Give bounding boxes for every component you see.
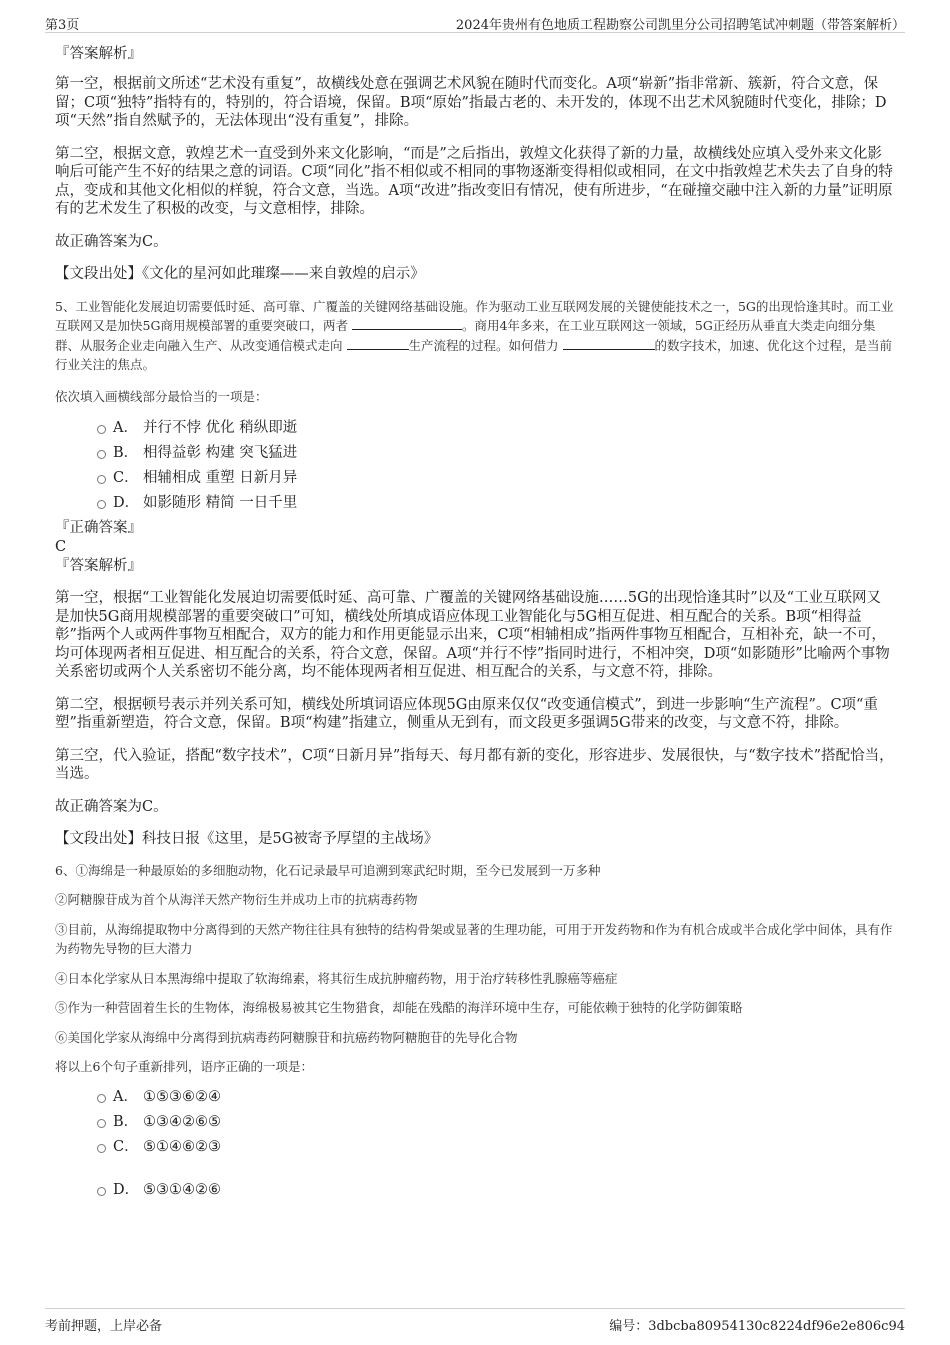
document-title: 2024年贵州有色地质工程勘察公司凯里分公司招聘笔试冲刺题（带答案解析） [455, 18, 905, 33]
option-list [55, 1085, 895, 1203]
option-c[interactable]: C． ⑤①④⑥②③ [55, 1135, 895, 1160]
page-footer [45, 1308, 905, 1334]
sentence-5: ⑤作为一种营固着生长的生物体，海绵极易被其它生物猎食，却能在残酷的海洋环境中生存，可能依赖于独特的化学防御策略 [55, 1000, 743, 1015]
analysis-paragraph: 第二空，根据文意，敦煌艺术一直受到外来文化影响，“而是”之后指出，敦煌文化获得了新的力量，故横线处应填入受外来文化影响后可能产生不好的结果之意的词语。C项“同化”指不相似或不相同的事物逐渐变得相似或相同，在文中指敦煌艺术失去了自身的特点，变成和其他文化相似的样貌，符合文意，当选。A项“改进”指改变旧有情况，使有所进步，“在碰撞交融中注入新的力量”证明原有的艺术发生了积极的改变，与文意相悖，排除。 [55, 145, 893, 217]
page-header [45, 12, 905, 33]
radio-icon[interactable] [97, 425, 106, 434]
radio-icon[interactable] [97, 450, 106, 459]
option-d[interactable]: D． 如影随形 精简 一日千里 [55, 491, 895, 516]
correct-answer: C [55, 539, 67, 555]
option-list [55, 416, 895, 516]
radio-icon[interactable] [97, 1094, 106, 1103]
blank-2 [347, 336, 409, 350]
conclusion: 故正确答案为C。 [55, 233, 168, 250]
option-b[interactable]: B． ①③④②⑥⑤ [55, 1110, 895, 1135]
sentence-2: ②阿糖腺苷成为首个从海洋天然产物衍生并成功上市的抗病毒药物 [55, 892, 418, 907]
analysis-paragraph: 第三空，代入验证，搭配“数字技术”，C项“日新月异”指每天、每月都有新的变化，形容进步、发展很快，与“数字技术”搭配恰当，当选。 [55, 747, 894, 782]
question-prompt: 依次填入画横线部分最恰当的一项是： [55, 388, 268, 404]
radio-icon[interactable] [97, 1187, 106, 1196]
analysis-paragraph: 第一空，根据前文所述“艺术没有重复”，故横线处意在强调艺术风貌在随时代而变化。A项“崭新”指非常新、簇新，符合文意，保留；C项“独特”指特有的，特别的，符合语境，保留。B项“原始”指最古老的、未开发的，体现不出艺术风貌随时代变化，排除；D项“天然”指自然赋予的，无法体现出“没有重复”，排除。 [55, 76, 887, 129]
question-6 [55, 861, 895, 1203]
radio-icon[interactable] [97, 475, 106, 484]
document-id: 编号：3dbcba80954130c8224df96e2e806c94 [609, 1319, 905, 1334]
correct-answer-label: 『正确答案』 [55, 520, 142, 536]
page-content [55, 40, 895, 1203]
radio-icon[interactable] [97, 1119, 106, 1128]
option-a[interactable]: A． ①⑤③⑥②④ [55, 1085, 895, 1110]
analysis-label: 『答案解析』 [55, 46, 142, 62]
analysis-paragraph: 第二空，根据顿号表示并列关系可知，横线处所填词语应体现5G由原来仅仅“改变通信模式”，到进一步影响“生产流程”。C项“重塑”指重新塑造，符合文意，保留。B项“构建”指建立，侧重从无到有，而文段更多强调5G带来的改变，与文意不符，排除。 [55, 696, 878, 731]
question-5 [55, 297, 895, 849]
option-d[interactable]: D． ⑤③①④②⑥ [55, 1178, 895, 1203]
prev-question-analysis [55, 45, 895, 284]
option-b[interactable]: B． 相得益彰 构建 突飞猛进 [55, 441, 895, 466]
sentence-3: ③目前，从海绵提取物中分离得到的天然产物往往具有独特的结构骨架或显著的生理功能，可用于开发药物和作为有机合成或半合成化学中间体，具有作为药物先导物的巨大潜力 [55, 921, 893, 956]
question-stem: 5、工业智能化发展迫切需要低时延、高可靠、广覆盖的关键网络基础设施。作为驱动工业互联网发展的关键使能技术之一，5G的出现恰逢其时。而工业互联网又是加快5G商用规模部署的重要突破口，两者 。商用4年多来，在工业互联网这一领域，5G正经历从垂直大类走向细分集群、从服务企业走向融入生产、从改变通信模式走向 生产流程的过程。如何借力 的数字技术，加速、优化这个过程，是当前行业关注的焦点。 [55, 298, 894, 372]
analysis-label: 『答案解析』 [55, 558, 142, 574]
blank-3 [563, 336, 655, 350]
source-note: 【文段出处】科技日报《这里，是5G被寄予厚望的主战场》 [55, 831, 439, 847]
page-number: 第3页 [45, 18, 80, 33]
question-prompt: 将以上6个句子重新排列，语序正确的一项是： [55, 1059, 313, 1074]
conclusion: 故正确答案为C。 [55, 798, 168, 815]
footer-slogan: 考前押题，上岸必备 [45, 1319, 163, 1334]
option-a[interactable]: A． 并行不悖 优化 稍纵即逝 [55, 416, 895, 441]
sentence-4: ④日本化学家从日本黑海绵中提取了软海绵素，将其衍生成抗肿瘤药物，用于治疗转移性乳腺癌等癌症 [55, 970, 618, 986]
blank-1 [352, 316, 462, 330]
radio-icon[interactable] [97, 500, 106, 509]
option-c[interactable]: C． 相辅相成 重塑 日新月异 [55, 466, 895, 491]
sentence-1: 6、①海绵是一种最原始的多细胞动物，化石记录最早可追溯到寒武纪时期，至今已发展到一万多种 [55, 862, 601, 878]
sentence-6: ⑥美国化学家从海绵中分离得到抗病毒药阿糖腺苷和抗癌药物阿糖胞苷的先导化合物 [55, 1029, 518, 1045]
analysis-paragraph: 第一空，根据“工业智能化发展迫切需要低时延、高可靠、广覆盖的关键网络基础设施……5G的出现恰逢其时”以及“工业互联网又是加快5G商用规模部署的重要突破口”可知，横线处所填成语应体现工业智能化与5G相互促进、相互配合的关系。B项“相得益彰”指两个人或两件事物互相配合，双方的能力和作用更能显示出来，C项“相辅相成”指两件事物互相配合，互相补充，缺一不可，均可体现两者相互促进、相互配合的关系，符合文意，保留。A项“并行不悖”指同时进行，不相冲突，D项“如影随形”比喻两个事物关系密切或两个人关系密切不能分离，均不能体现两者相互促进、相互配合的关系，与文意不符，排除。 [55, 590, 890, 680]
source-note: 【文段出处】《文化的星河如此璀璨——来自敦煌的启示》 [55, 266, 425, 282]
radio-icon[interactable] [97, 1144, 106, 1153]
